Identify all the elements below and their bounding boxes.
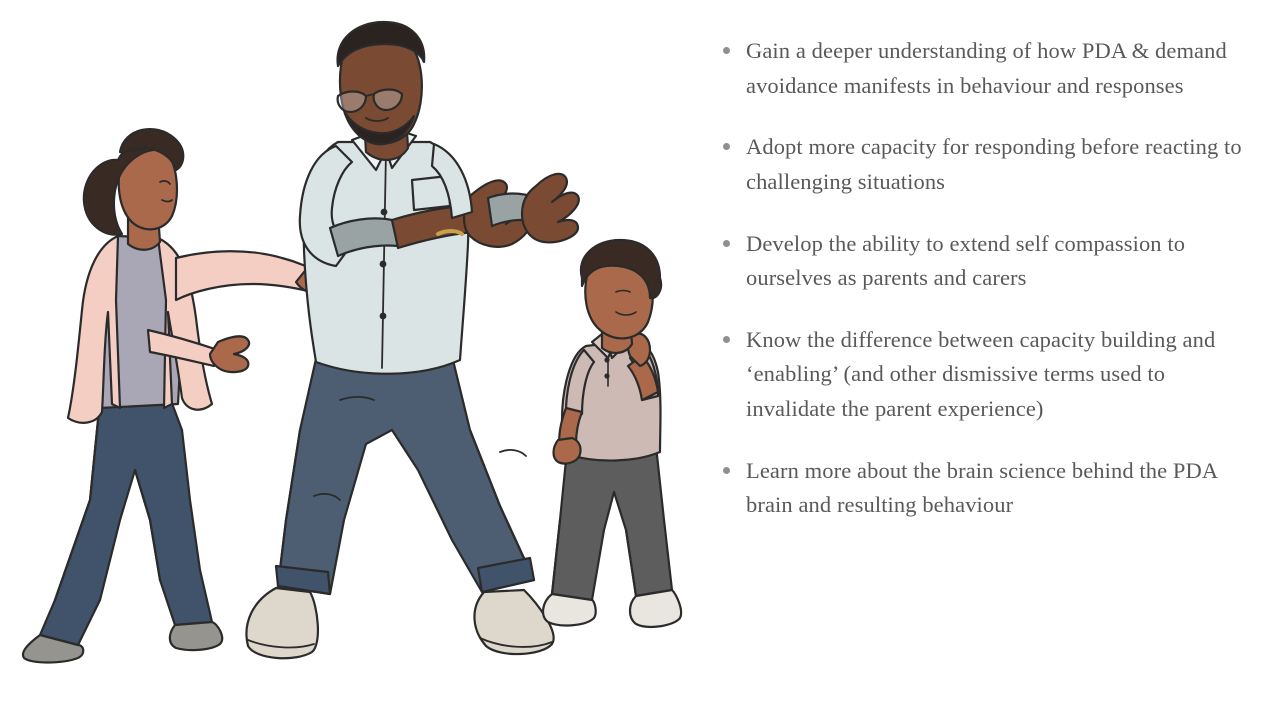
list-item [718,130,1258,199]
list-item [718,34,1258,103]
list-item-text: Adopt more capacity for responding before reacting to challenging situations [746,134,1242,194]
boy-figure [543,240,681,627]
bullet-dot-icon [723,336,730,343]
list-item-text: Learn more about the brain science behind the PDA brain and resulting behaviour [746,457,1217,518]
bullet-dot-icon [723,47,730,54]
list-item [718,227,1258,296]
list-item-text: Know the difference between capacity building and ‘enabling’ (and other dismissive terms used to invalidate the parent experience) [746,326,1216,422]
objectives-list-panel [700,0,1280,720]
bullet-dot-icon [723,143,730,150]
list-item [718,323,1258,427]
bullet-dot-icon [723,240,730,247]
list-item-text: Gain a deeper understanding of how PDA & demand avoidance manifests in behaviour and responses [746,38,1227,98]
father-figure [246,22,578,658]
list-item-text: Develop the ability to extend self compassion to ourselves as parents and carers [746,230,1186,291]
objectives-list [718,34,1258,523]
bullet-dot-icon [723,467,730,474]
list-item [718,454,1258,523]
